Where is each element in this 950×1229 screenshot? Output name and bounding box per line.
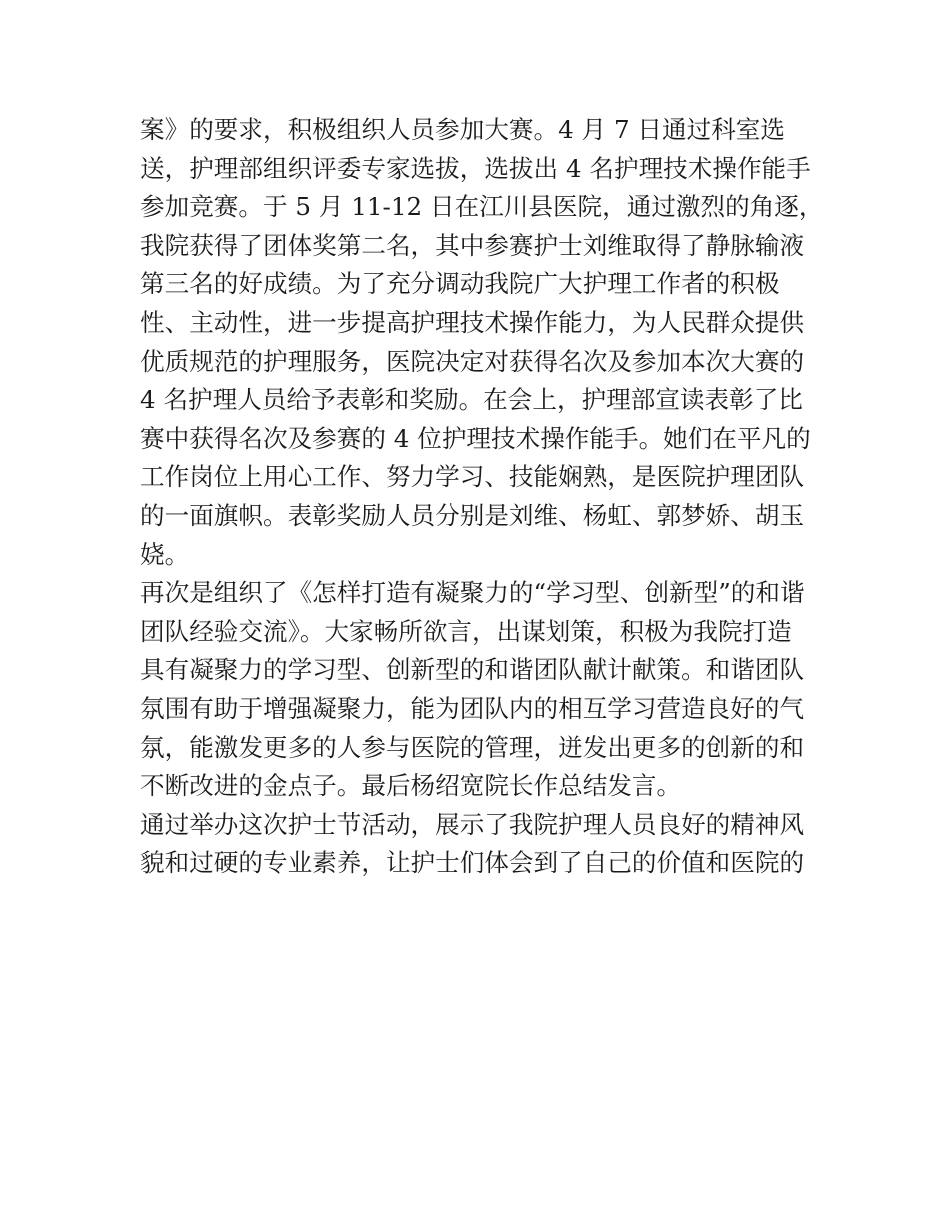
text-line: 赛中获得名次及参赛的 4 位护理技术操作能手。她们在平凡的: [140, 423, 811, 453]
text-line: 我院获得了团体奖第二名，其中参赛护士刘维取得了静脉输液: [140, 230, 805, 260]
text-line: 第三名的好成绩。为了充分调动我院广大护理工作者的积极: [140, 269, 780, 299]
text-line: 氛围有助于增强凝聚力，能为团队内的相互学习营造良好的气: [140, 693, 805, 723]
text-line: 工作岗位上用心工作、努力学习、技能娴熟，是医院护理团队: [140, 462, 805, 492]
text-line: 团队经验交流》。大家畅所欲言，出谋划策，积极为我院打造: [140, 616, 792, 646]
text-line: 送，护理部组织评委专家选拔，选拔出 4 名护理技术操作能手: [140, 153, 811, 183]
text-line: 案》的要求，积极组织人员参加大赛。4 月 7 日通过科室选: [140, 115, 785, 144]
text-line: 再次是组织了《怎样打造有凝聚力的“学习型、创新型”的和谐: [140, 578, 805, 608]
text-line: 具有凝聚力的学习型、创新型的和谐团队献计献策。和谐团队: [140, 655, 805, 685]
text-line: 貌和过硬的专业素养，让护士们体会到了自己的价值和医院的: [140, 848, 805, 878]
text-line: 参加竞赛。于 5 月 11-12 日在江川县医院，通过激烈的角逐，: [140, 192, 824, 222]
document-body: [140, 111, 824, 883]
text-line: 的一面旗帜。表彰奖励人员分别是刘维、杨虹、郭梦娇、胡玉: [140, 500, 805, 530]
text-line: 娆。: [140, 539, 190, 569]
text-line: 4 名护理人员给予表彰和奖励。在会上，护理部宣读表彰了比: [140, 385, 803, 415]
text-line: 优质规范的护理服务，医院决定对获得名次及参加本次大赛的: [140, 346, 805, 376]
text-line: 性、主动性，进一步提高护理技术操作能力，为人民群众提供: [140, 307, 805, 337]
text-line: 不断改进的金点子。最后杨绍宽院长作总结发言。: [140, 771, 682, 801]
text-line: 氛，能激发更多的人参与医院的管理，迸发出更多的创新的和: [140, 732, 805, 762]
paragraph-award-ceremony: [140, 111, 824, 574]
paragraph-team-exchange: [140, 574, 820, 806]
text-line: 通过举办这次护士节活动，展示了我院护理人员良好的精神风: [140, 809, 805, 839]
paragraph-conclusion: [140, 806, 820, 883]
